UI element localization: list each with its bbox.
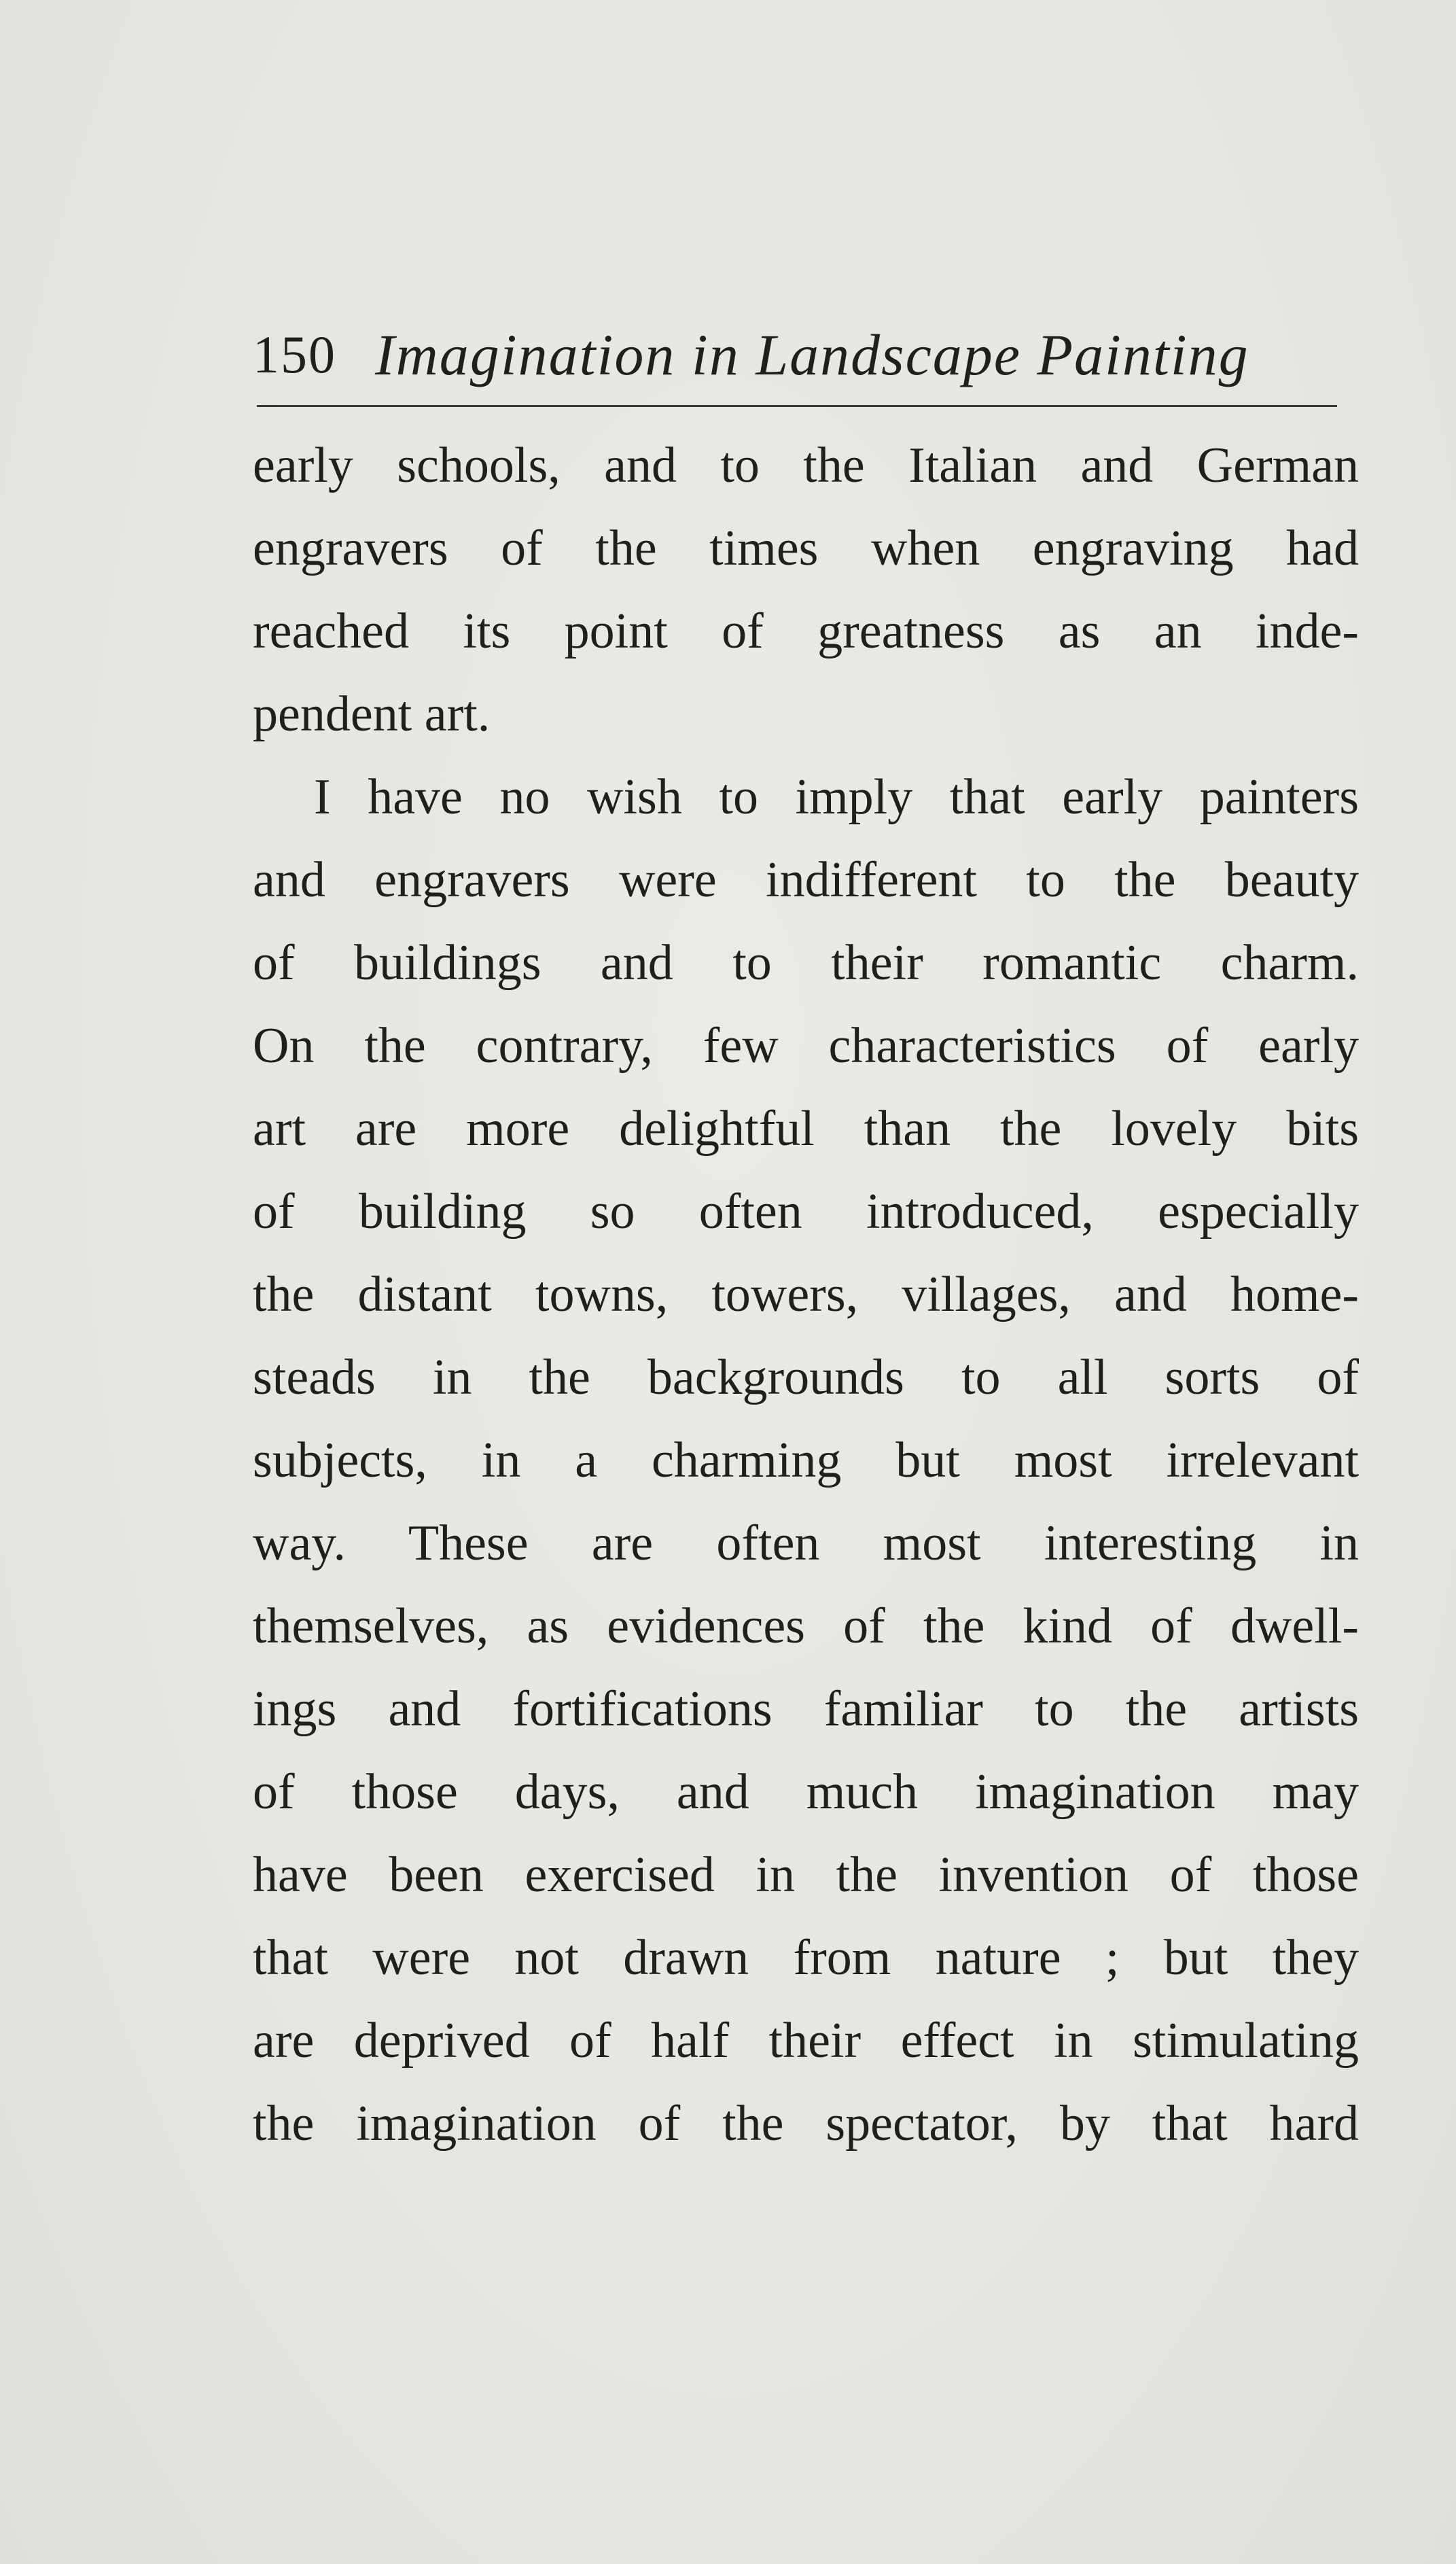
text-line: have been exercised in the invention of those xyxy=(253,1847,1359,1903)
text-line: engravers of the times when engraving had xyxy=(253,521,1359,576)
text-line: way. These are often most interesting in xyxy=(253,1515,1359,1571)
running-title: Imagination in Landscape Painting xyxy=(375,322,1249,387)
text-line: of building so often introduced, especially xyxy=(253,1184,1359,1240)
text-line: themselves, as evidences of the kind of dwell- xyxy=(253,1598,1359,1654)
text-line: ings and fortifications familiar to the artists xyxy=(253,1681,1359,1737)
text-line: On the contrary, few characteristics of early xyxy=(253,1018,1359,1074)
body-text xyxy=(253,424,1359,2165)
text-line: steads in the backgrounds to all sorts of xyxy=(253,1350,1359,1405)
text-line: and engravers were indifferent to the beauty xyxy=(253,852,1359,908)
header-rule xyxy=(257,405,1337,407)
text-line: subjects, in a charming but most irrelevant xyxy=(253,1433,1359,1488)
running-head xyxy=(253,314,1340,396)
text-line: that were not drawn from nature ; but they xyxy=(253,1930,1359,1986)
text-line: pendent art. xyxy=(253,686,491,742)
text-line: of buildings and to their romantic charm. xyxy=(253,935,1359,991)
text-line: I have no wish to imply that early painters xyxy=(314,769,1359,825)
page-number: 150 xyxy=(253,325,336,384)
text-line: of those days, and much imagination may xyxy=(253,1764,1359,1820)
text-line: the distant towns, towers, villages, and home- xyxy=(253,1267,1359,1322)
text-line: early schools, and to the Italian and German xyxy=(253,438,1359,493)
text-line: art are more delightful than the lovely bits xyxy=(253,1101,1359,1157)
text-line: are deprived of half their effect in stimulating xyxy=(253,2013,1359,2069)
text-line: reached its point of greatness as an inde- xyxy=(253,603,1359,659)
text-line: the imagination of the spectator, by that hard xyxy=(253,2096,1359,2152)
